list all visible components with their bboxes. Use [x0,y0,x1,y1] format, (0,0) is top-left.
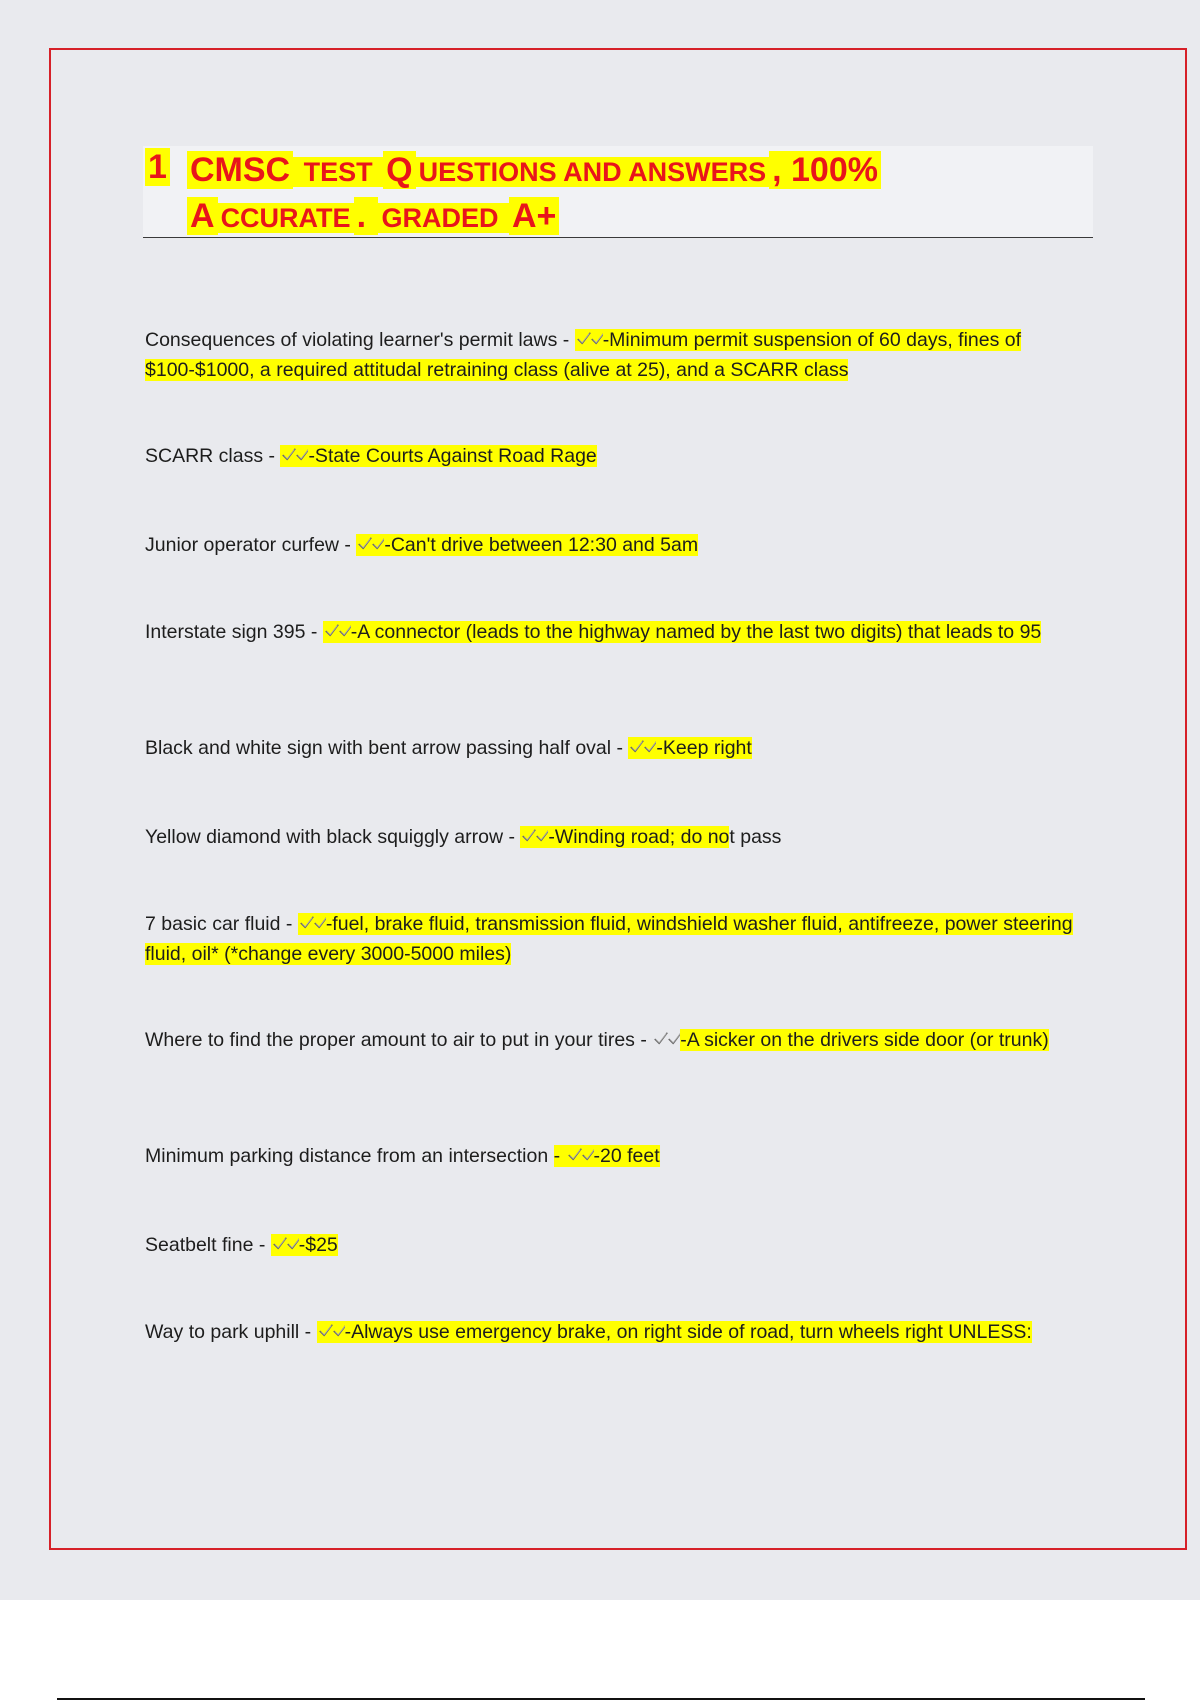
answer-text: -Keep right [656,737,752,759]
answer-text: -$25 [298,1234,338,1256]
question-text: Minimum parking distance from an intersection [145,1145,554,1167]
answer-text: -State Courts Against Road Rage [308,445,597,467]
question-text: Where to find the proper amount to air to put in your tires - [145,1029,653,1051]
qa-item [145,1025,1080,1055]
qa-item [145,733,1080,763]
answer-text: -Winding road; do no [548,826,730,848]
title-part: TEST [293,157,383,187]
qa-item [145,1230,1080,1260]
answer-tail: t pass [729,826,782,848]
qa-item [145,822,1080,852]
qa-item [145,1317,1080,1347]
answer-marker [280,445,308,467]
answer-marker [323,621,351,643]
answer-text: -Always use emergency brake, on right side of road, turn wheels right UNLESS: [344,1321,1032,1343]
heading-number: 1 [145,148,170,186]
answer-marker [652,1029,680,1051]
answer-marker [520,826,548,848]
question-text: Consequences of violating learner's permit laws - [145,329,575,351]
answer-marker [317,1321,345,1343]
question-text: Black and white sign with bent arrow passing half oval - [145,737,629,759]
question-text: Interstate sign 395 - [145,621,323,643]
page-title [187,148,987,240]
answer-text: -A connector (leads to the highway named by the last two digits) that leads to 95 [350,621,1042,643]
title-part: CMSC [187,151,293,189]
answer-text: -Can't drive between 12:30 and 5am [384,534,699,556]
answer-marker [271,1234,299,1256]
answer-marker [356,534,384,556]
title-part: A [187,197,218,235]
question-text: Yellow diamond with black squiggly arrow - [145,826,521,848]
title-part: . [354,197,379,235]
answer-text: -20 feet [593,1145,660,1167]
title-part: , 100% [769,151,881,189]
title-part: GRADED [378,203,509,233]
qa-item [145,530,1080,560]
answer-marker [575,329,603,351]
answer-text: -Minimum permit suspension of 60 days, fines of $100-$1000, a required attitudal retraining class (alive at 25), and a SCARR class [145,329,1022,381]
answer-marker [628,737,656,759]
question-text: Seatbelt fine - [145,1234,271,1256]
qa-item [145,909,1080,969]
answer-text: -A sicker on the drivers side door (or trunk) [680,1029,1049,1051]
question-text: SCARR class - [145,445,281,467]
title-part: UESTIONS AND ANSWERS [416,157,770,187]
answer-marker [298,913,326,935]
answer-text: -fuel, brake fluid, transmission fluid, windshield washer fluid, antifreeze, power steering fluid, oil* (*change every 3000-5000 miles) [145,913,1073,965]
question-text: Way to park uphill - [145,1321,317,1343]
qa-item [145,325,1080,385]
qa-item [145,1141,1080,1171]
title-part: A+ [509,197,559,235]
qa-item [145,617,1080,647]
heading-block [143,146,1093,238]
question-text: Junior operator curfew - [145,534,357,556]
answer-marker: - [554,1145,594,1167]
qa-item [145,441,1080,471]
title-part: CCURATE [218,203,354,233]
question-text: 7 basic car fluid - [145,913,298,935]
title-part: Q [383,151,415,189]
